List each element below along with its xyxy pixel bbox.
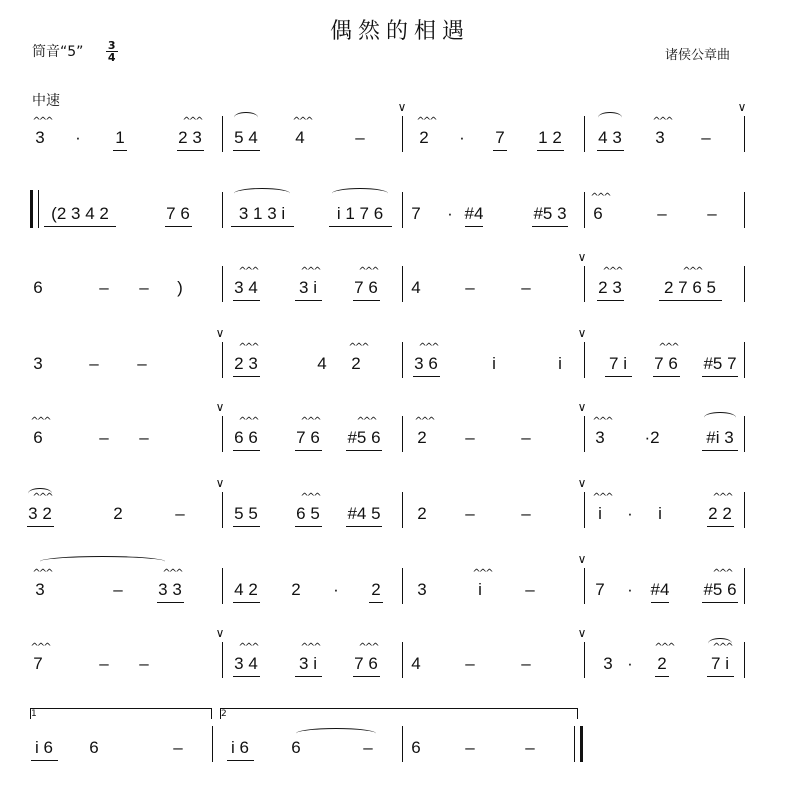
beat-underline (233, 602, 260, 603)
note: 7 6 (296, 428, 320, 447)
trill-ornament: ^^^ (32, 492, 52, 503)
beat-underline (493, 150, 507, 151)
trill-ornament: ^^^ (182, 116, 202, 127)
note: 6 (33, 278, 43, 297)
barline (584, 266, 585, 302)
trill-ornament: ^^^ (238, 416, 258, 427)
trill-ornament: ^^^ (162, 568, 182, 579)
beat-underline (465, 226, 483, 227)
note: – (465, 738, 475, 757)
note: #5 6 (703, 580, 737, 599)
note: – (521, 278, 531, 297)
trill-ornament: ^^^ (418, 342, 438, 353)
note: 3 (33, 354, 43, 373)
note: i 6 (231, 738, 249, 757)
note: 3 (35, 580, 45, 599)
barline (744, 568, 745, 604)
beat-underline (295, 676, 322, 677)
note: 6 6 (234, 428, 258, 447)
barline (222, 568, 223, 604)
note: · (333, 580, 339, 599)
note: i (598, 504, 602, 523)
barline (584, 642, 585, 678)
staff-line-7 (30, 552, 750, 640)
beat-underline (605, 376, 632, 377)
beat-underline (165, 226, 192, 227)
beat-underline (707, 526, 734, 527)
trill-ornament: ^^^ (300, 266, 320, 277)
beat-underline (413, 376, 440, 377)
note: – (173, 738, 183, 757)
beat-underline (329, 226, 392, 227)
breath-mark: ∨ (397, 100, 407, 114)
note: – (525, 580, 535, 599)
note: #5 6 (347, 428, 381, 447)
trill-ornament: ^^^ (238, 342, 258, 353)
beat-underline (27, 526, 54, 527)
beat-underline (653, 376, 680, 377)
note: – (139, 654, 149, 673)
note: 3 4 (234, 278, 258, 297)
repeat-start-sign (30, 190, 41, 228)
note: #5 7 (703, 354, 737, 373)
beat-underline (31, 760, 58, 761)
trill-ornament: ^^^ (358, 642, 378, 653)
note: – (355, 128, 365, 147)
breath-mark: ∨ (737, 100, 747, 114)
note: 4 (411, 278, 421, 297)
slur (598, 112, 622, 123)
note: · (627, 654, 633, 673)
note: i (658, 504, 662, 523)
note: 2 (113, 504, 123, 523)
trill-ornament: ^^^ (712, 492, 732, 503)
breath-mark: ∨ (215, 400, 225, 414)
note: 6 (411, 738, 421, 757)
note: – (465, 278, 475, 297)
note: 7 i (609, 354, 627, 373)
barline (402, 342, 403, 378)
trill-ornament: ^^^ (238, 266, 258, 277)
note: 2 (419, 128, 429, 147)
barline (584, 192, 585, 228)
note: 5 4 (234, 128, 258, 147)
staff-line-6 (28, 476, 750, 564)
note: – (175, 504, 185, 523)
note: 2 (417, 504, 427, 523)
breath-mark: ∨ (577, 552, 587, 566)
beat-underline (177, 150, 204, 151)
breath-mark: ∨ (577, 400, 587, 414)
note: 2 7 6 5 (664, 278, 716, 297)
barline (402, 416, 403, 452)
note: 3 (603, 654, 613, 673)
note: – (701, 128, 711, 147)
note: – (521, 428, 531, 447)
barline (744, 192, 745, 228)
note: 2 3 (234, 354, 258, 373)
note: 3 (595, 428, 605, 447)
barline (402, 192, 403, 228)
barline (402, 726, 403, 762)
beat-underline (227, 760, 254, 761)
trill-ornament: ^^^ (712, 568, 732, 579)
breath-mark: ∨ (215, 626, 225, 640)
staff-line-4 (30, 326, 750, 414)
note: 3 4 (234, 654, 258, 673)
note: – (139, 428, 149, 447)
trill-ornament: ^^^ (414, 416, 434, 427)
trill-ornament: ^^^ (682, 266, 702, 277)
trill-ornament: ^^^ (238, 642, 258, 653)
beat-underline (113, 150, 127, 151)
note: 3 i (299, 278, 317, 297)
triplet-slur (234, 188, 290, 199)
barline (222, 492, 223, 528)
note: 6 (89, 738, 99, 757)
barline (584, 116, 585, 152)
barline (402, 568, 403, 604)
tempo-marking: 中速 (32, 93, 60, 109)
time-signature-top: 3 (107, 39, 116, 52)
trill-ornament: ^^^ (30, 416, 50, 427)
trill-ornament: ^^^ (416, 116, 436, 127)
barline (402, 642, 403, 678)
beat-underline (233, 676, 260, 677)
beat-underline (651, 602, 669, 603)
key-label: 筒音“5” (32, 43, 84, 60)
beat-underline (655, 676, 669, 677)
note: 6 (291, 738, 301, 757)
note: 4 (411, 654, 421, 673)
note: #4 5 (347, 504, 381, 523)
final-barline (574, 726, 575, 762)
composer-credit: 诸侯公章曲 (664, 48, 730, 63)
barline (744, 342, 745, 378)
trill-ornament: ^^^ (602, 266, 622, 277)
note: 3 2 (28, 504, 52, 523)
slur (708, 638, 732, 649)
breath-mark: ∨ (215, 476, 225, 490)
barline (584, 416, 585, 452)
note: 4 2 (234, 580, 258, 599)
beat-underline (532, 226, 568, 227)
note: 4 (295, 128, 305, 147)
note: #5 3 (533, 204, 567, 223)
barline (222, 642, 223, 678)
beat-underline (295, 526, 322, 527)
note: 2 (351, 354, 361, 373)
note: 1 (115, 128, 125, 147)
trill-ornament: ^^^ (32, 116, 52, 127)
trill-ornament: ^^^ (300, 492, 320, 503)
note: 2 (291, 580, 301, 599)
note: 4 (317, 354, 327, 373)
beat-underline (346, 526, 382, 527)
trill-ornament: ^^^ (654, 642, 674, 653)
note: i (478, 580, 482, 599)
barline (402, 492, 403, 528)
barline (584, 568, 585, 604)
note: – (657, 204, 667, 223)
trill-ornament: ^^^ (348, 342, 368, 353)
note: – (137, 354, 147, 373)
note: #4 (650, 580, 670, 599)
trill-ornament: ^^^ (472, 568, 492, 579)
trill-ornament: ^^^ (590, 192, 610, 203)
note: #4 (464, 204, 484, 223)
note: – (707, 204, 717, 223)
trill-ornament: ^^^ (300, 416, 320, 427)
barline (222, 342, 223, 378)
note: 7 (595, 580, 605, 599)
beat-underline (707, 676, 734, 677)
barline (744, 416, 745, 452)
staff-line-5 (30, 400, 750, 488)
trill-ornament: ^^^ (30, 642, 50, 653)
staff-line-9 (30, 709, 750, 798)
key-signature (32, 40, 118, 63)
barline (222, 266, 223, 302)
note: 3 6 (414, 354, 438, 373)
note: · (627, 504, 633, 523)
note: – (525, 738, 535, 757)
note: 2 3 (598, 278, 622, 297)
note: (2 3 4 2 (51, 204, 109, 223)
beat-underline (597, 150, 624, 151)
beat-underline (231, 226, 294, 227)
note: 2 3 (178, 128, 202, 147)
note: – (465, 504, 475, 523)
note: · (627, 580, 633, 599)
beat-underline (659, 300, 722, 301)
trill-ornament: ^^^ (356, 416, 376, 427)
note: 7 i (711, 654, 729, 673)
note: 7 6 (354, 278, 378, 297)
note: 1 2 (538, 128, 562, 147)
note: – (465, 654, 475, 673)
trill-ornament: ^^^ (592, 492, 612, 503)
note: · (447, 204, 453, 223)
note: 5 5 (234, 504, 258, 523)
beat-underline (44, 226, 116, 227)
staff-line-8 (30, 626, 750, 714)
note: 7 (411, 204, 421, 223)
note: ) (177, 278, 183, 297)
trill-ornament: ^^^ (658, 342, 678, 353)
trill-ornament: ^^^ (292, 116, 312, 127)
barline (744, 492, 745, 528)
note: – (99, 278, 109, 297)
beat-underline (702, 602, 738, 603)
note: 2 (371, 580, 381, 599)
beat-underline (597, 300, 624, 301)
barline (222, 116, 223, 152)
note: – (521, 654, 531, 673)
barline (402, 266, 403, 302)
note: ·2 (644, 428, 660, 447)
triplet-slur (332, 188, 388, 199)
staff-line-2 (30, 192, 750, 264)
note: – (99, 654, 109, 673)
beat-underline (157, 602, 184, 603)
barline (402, 116, 403, 152)
beat-underline (369, 602, 383, 603)
note: 2 2 (708, 504, 732, 523)
note: – (139, 278, 149, 297)
beat-underline (353, 676, 380, 677)
beat-underline (233, 526, 260, 527)
note: 7 (33, 654, 43, 673)
beat-underline (233, 450, 260, 451)
note: · (75, 128, 81, 147)
barline (212, 726, 213, 762)
beat-underline (233, 376, 260, 377)
note: #i 3 (706, 428, 734, 447)
breath-mark: ∨ (215, 326, 225, 340)
note: 7 6 (166, 204, 190, 223)
note: 6 (33, 428, 43, 447)
note: – (113, 580, 123, 599)
breath-mark: ∨ (577, 476, 587, 490)
beat-underline (353, 300, 380, 301)
slur (28, 488, 52, 499)
slur (234, 112, 258, 123)
note: 7 (495, 128, 505, 147)
note: – (99, 428, 109, 447)
note: 6 5 (296, 504, 320, 523)
note: 3 (35, 128, 45, 147)
note: i (558, 354, 562, 373)
note: · (459, 128, 465, 147)
volta-bracket-1: 1 (30, 708, 212, 719)
note: 7 6 (354, 654, 378, 673)
trill-ornament: ^^^ (358, 266, 378, 277)
barline (584, 492, 585, 528)
note: – (465, 428, 475, 447)
beat-underline (702, 450, 738, 451)
slur (704, 412, 736, 423)
beat-underline (233, 150, 260, 151)
barline (584, 342, 585, 378)
note: 7 6 (654, 354, 678, 373)
song-title: 偶然的相遇 (329, 19, 470, 44)
note: 3 (655, 128, 665, 147)
note: – (521, 504, 531, 523)
barline (744, 266, 745, 302)
time-signature (106, 40, 118, 63)
volta-bracket-2: 2 (220, 708, 578, 719)
barline (744, 642, 745, 678)
trill-ornament: ^^^ (712, 642, 732, 653)
long-slur (40, 556, 165, 567)
beat-underline (702, 376, 738, 377)
note: 3 3 (158, 580, 182, 599)
beat-underline (537, 150, 564, 151)
note: 3 1 3 i (238, 204, 286, 223)
beat-underline (295, 450, 322, 451)
trill-ornament: ^^^ (592, 416, 612, 427)
staff-line-3 (30, 250, 750, 338)
breath-mark: ∨ (577, 326, 587, 340)
note: – (89, 354, 99, 373)
note: 2 (657, 654, 667, 673)
note: – (363, 738, 373, 757)
barline (222, 192, 223, 228)
note: i (492, 354, 496, 373)
note: 3 i (299, 654, 317, 673)
barline (744, 116, 745, 152)
note: 6 (593, 204, 603, 223)
breath-mark: ∨ (577, 626, 587, 640)
note: 2 (417, 428, 427, 447)
beat-underline (346, 450, 382, 451)
note: 3 (417, 580, 427, 599)
note: i 6 (35, 738, 53, 757)
note: 4 3 (598, 128, 622, 147)
trill-ornament: ^^^ (300, 642, 320, 653)
trill-ornament: ^^^ (652, 116, 672, 127)
trill-ornament: ^^^ (32, 568, 52, 579)
barline (222, 416, 223, 452)
note: i 1 7 6 (336, 204, 384, 223)
beat-underline (233, 300, 260, 301)
time-signature-bottom: 4 (107, 51, 116, 64)
beat-underline (295, 300, 322, 301)
breath-mark: ∨ (577, 250, 587, 264)
